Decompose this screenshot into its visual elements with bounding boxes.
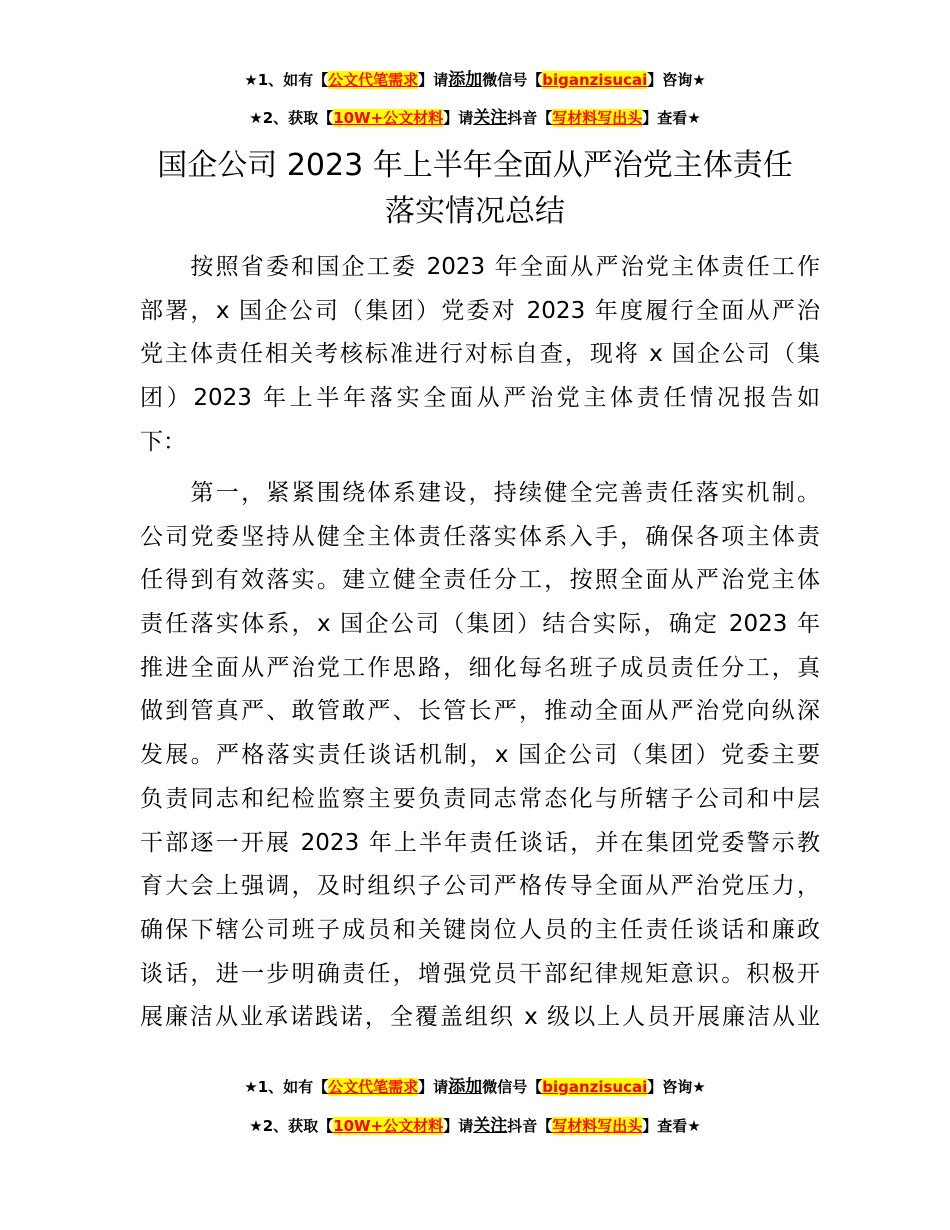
text-line: 谈话，进一步明确责任，增强党员干部纪律规矩意识。积极开 xyxy=(140,960,820,987)
text-line: 育大会上强调，及时组织子公司严格传导全面从严治党压力， xyxy=(140,873,820,900)
banner-text: ★1、如有【 xyxy=(244,71,329,89)
banner-text: 微信号【 xyxy=(482,1078,543,1096)
ad-banner-top-line-1 xyxy=(0,70,950,90)
banner-text: 抖音【 xyxy=(507,1117,553,1135)
banner-douyin-id: 写材料写出头 xyxy=(552,109,643,127)
banner-text: 】查看★ xyxy=(642,1117,701,1135)
text-line: 公司党委坚持从健全主体责任落实体系入手，确保各项主体责 xyxy=(140,523,820,550)
body-paragraph-2 xyxy=(140,472,820,1040)
banner-keyword: 添加 xyxy=(448,70,483,90)
text-line: 推进全面从严治党工作思路，细化每名班子成员责任分工，真 xyxy=(140,654,820,681)
text-line: 做到管真严、敢管敢严、长管长严，推动全面从严治党向纵深 xyxy=(140,698,820,725)
text-line: 任得到有效落实。建立健全责任分工，按照全面从严治党主体 xyxy=(140,567,820,594)
banner-text: 】咨询★ xyxy=(647,1078,706,1096)
banner-douyin-id: 写材料写出头 xyxy=(552,1117,643,1135)
ad-banner-bottom-line-2 xyxy=(0,1116,950,1136)
banner-text: 】请 xyxy=(418,71,449,89)
banner-text: 抖音【 xyxy=(507,109,553,127)
text-line: 发展。严格落实责任谈话机制，x 国企公司（集团）党委主要 xyxy=(140,742,820,769)
banner-highlight: 10W+公文材料 xyxy=(333,109,444,127)
text-line: 干部逐一开展 2023 年上半年责任谈话，并在集团党委警示教 xyxy=(140,829,820,856)
text-line: 负责同志和纪检监察主要负责同志常态化与所辖子公司和中层 xyxy=(140,785,820,812)
text-line: 第一，紧紧围绕体系建设，持续健全完善责任落实机制。 xyxy=(140,480,820,506)
document-title-line-1: 国企公司 2023 年上半年全面从严治党主体责任 xyxy=(157,148,793,183)
banner-keyword: 关注 xyxy=(473,108,508,128)
banner-highlight: 公文代笔需求 xyxy=(328,71,419,89)
banner-text: 】请 xyxy=(443,109,474,127)
text-line: 展廉洁从业承诺践诺，全覆盖组织 x 级以上人员开展廉洁从业 xyxy=(140,1004,820,1031)
banner-wechat-id: biganzisucai xyxy=(542,71,648,89)
banner-highlight: 10W+公文材料 xyxy=(333,1117,444,1135)
text-line: 下： xyxy=(140,428,186,455)
banner-wechat-id: biganzisucai xyxy=(542,1078,648,1096)
banner-text: 】请 xyxy=(443,1117,474,1135)
banner-text: ★2、获取【 xyxy=(249,1117,334,1135)
banner-text: ★1、如有【 xyxy=(244,1078,329,1096)
text-line: 责任落实体系，x 国企公司（集团）结合实际，确定 2023 年 xyxy=(140,611,820,638)
banner-keyword: 添加 xyxy=(448,1077,483,1097)
ad-banner-bottom-line-1 xyxy=(0,1077,950,1097)
banner-highlight: 公文代笔需求 xyxy=(328,1078,419,1096)
text-line: 团）2023 年上半年落实全面从严治党主体责任情况报告如 xyxy=(140,385,820,412)
banner-keyword: 关注 xyxy=(473,1116,508,1136)
document-title-line-2: 落实情况总结 xyxy=(385,194,565,229)
banner-text: 微信号【 xyxy=(482,71,543,89)
banner-text: 】请 xyxy=(418,1078,449,1096)
banner-text: 】咨询★ xyxy=(647,71,706,89)
text-line: 按照省委和国企工委 2023 年全面从严治党主体责任工作 xyxy=(140,254,820,280)
ad-banner-top-line-2 xyxy=(0,108,950,128)
banner-text: 】查看★ xyxy=(642,109,701,127)
text-line: 确保下辖公司班子成员和关键岗位人员的主任责任谈话和廉政 xyxy=(140,916,820,943)
text-line: 党主体责任相关考核标准进行对标自查，现将 x 国企公司（集 xyxy=(140,341,820,368)
text-line: 部署，x 国企公司（集团）党委对 2023 年度履行全面从严治 xyxy=(140,297,820,324)
banner-text: ★2、获取【 xyxy=(249,109,334,127)
body-paragraph-1 xyxy=(140,246,820,464)
